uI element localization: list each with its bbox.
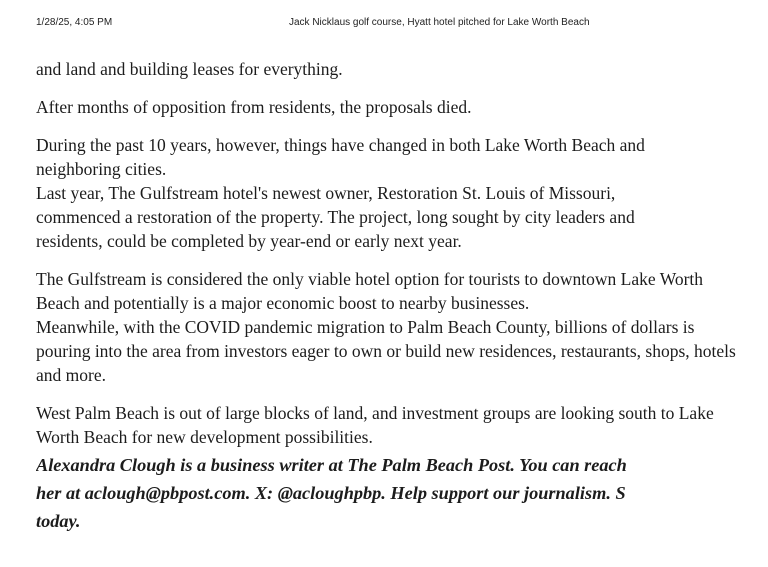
print-title: Jack Nicklaus golf course, Hyatt hotel pitched for Lake Worth Beach	[289, 17, 590, 28]
print-header	[0, 17, 768, 31]
print-date: 1/28/25, 4:05 PM	[36, 17, 113, 28]
paragraph: During the past 10 years, however, things have changed in both Lake Worth Beach and neighboring cities.	[36, 135, 645, 179]
paragraph: Meanwhile, with the COVID pandemic migration to Palm Beach County, billions of dollars is pouring into the area from investors eager to own or build new residences, restaurants, shops, hotels and more.	[36, 317, 736, 385]
article-body	[36, 57, 768, 535]
paragraph: After months of opposition from residents, the proposals died.	[36, 97, 472, 117]
author-bio-line: today.	[36, 511, 81, 531]
paragraph: The Gulfstream is considered the only viable hotel option for tourists to downtown Lake Worth Beach and potentially is a major economic boost to nearby businesses.	[36, 269, 704, 313]
author-bio	[36, 451, 768, 535]
paragraph: and land and building leases for everything.	[36, 59, 343, 79]
paragraph: West Palm Beach is out of large blocks of land, and investment groups are looking south to Lake Worth Beach for new development possibilities.	[36, 403, 714, 447]
paragraph: Last year, The Gulfstream hotel's newest owner, Restoration St. Louis of Missouri, commenced a restoration of the property. The project, long sought by city leaders and residents, could be completed by year-end or early next year.	[36, 183, 635, 251]
author-bio-line: Alexandra Clough is a business writer at The Palm Beach Post. You can reach	[36, 455, 627, 475]
author-bio-line: her at aclough@pbpost.com. X: @acloughpbp. Help support our journalism. S	[36, 483, 626, 503]
